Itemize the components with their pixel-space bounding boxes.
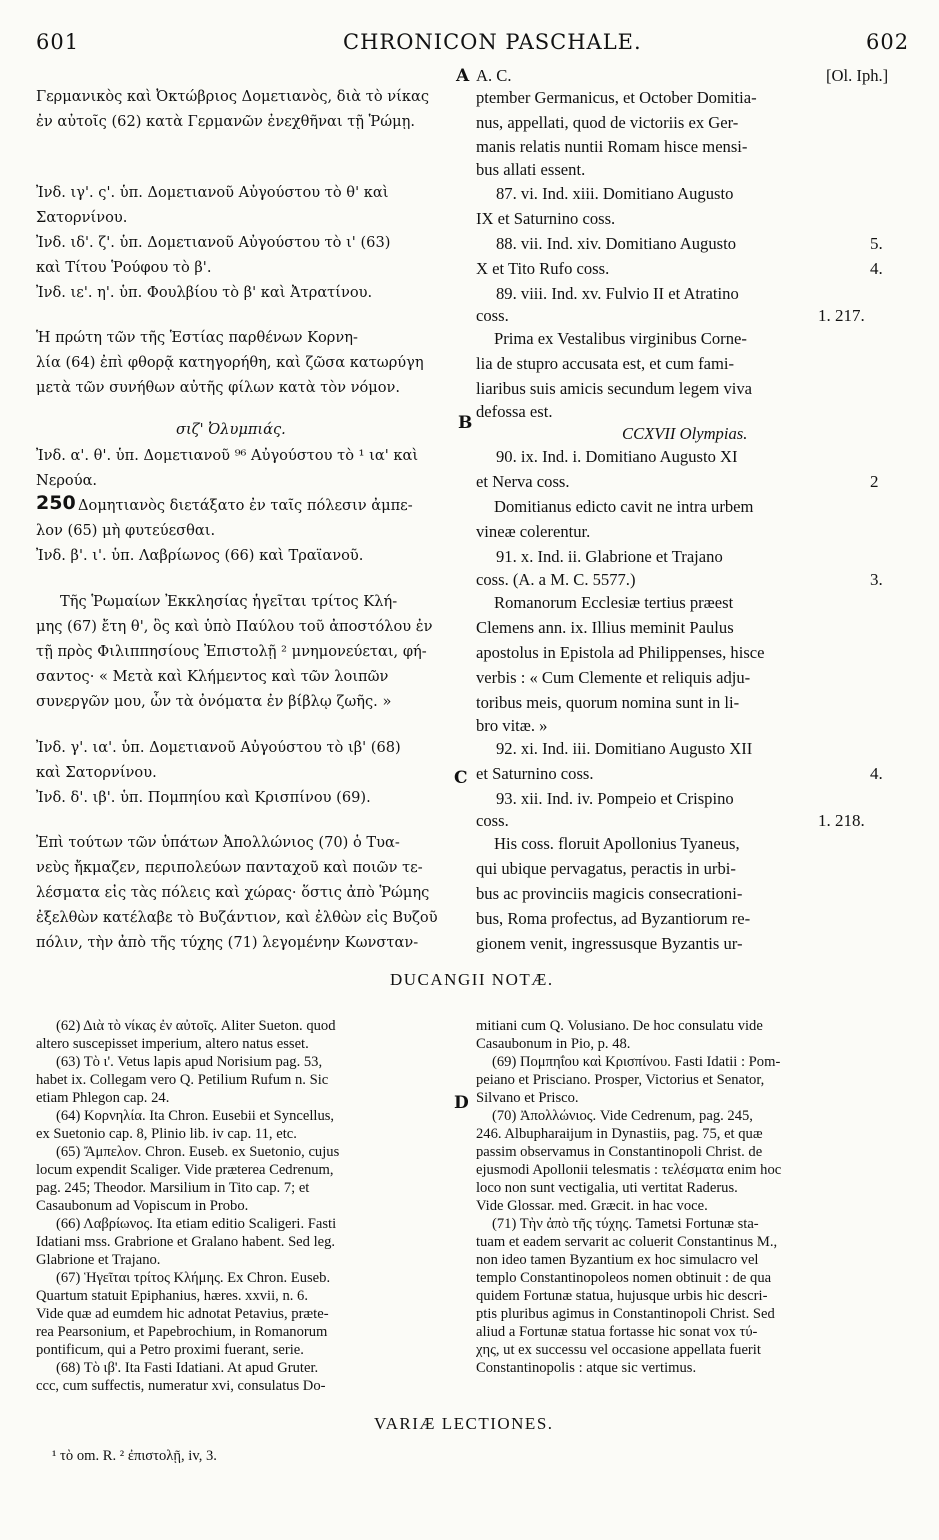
section-marker-a: A [456,66,470,86]
latin-line: bus allati essent. [476,160,586,179]
note-line: (66) Λαβρίωνος. Ita etiam editio Scaligeri. Fasti [56,1216,337,1232]
latin-line: et Nerva coss. [476,472,570,491]
greek-line: Ἰνδ. α'. θ'. ὑπ. Δομετιανοῦ ⁹⁶ Αὐγούστου τὸ ¹ ια' καὶ [36,447,419,464]
note-line: (70) Ἀπολλώνιος. Vide Cedrenum, pag. 245, [492,1108,753,1124]
note-line: passim observamus in Constantinopoli Christ. de [476,1144,763,1160]
note-line: ccc, cum suffectis, numeratur xvi, consulatus Do- [36,1378,326,1394]
note-line: etiam Phlegon cap. 24. [36,1090,170,1106]
note-line: (64) Κορνηλία. Ita Chron. Eusebii et Syncellus, [56,1108,335,1124]
note-line: peiano et Prisciano. Prosper, Victorius et Senator, [476,1072,765,1088]
latin-line: toribus meis, quorum nomina sunt in li- [476,693,740,712]
margin-number: 5. [870,234,883,253]
ac-label: A. C. [476,66,512,85]
note-line: (63) Τὸ ι'. Vetus lapis apud Norisium pag. 53, [56,1054,323,1070]
greek-line: λία (64) ἐπὶ φθορᾷ κατηγορήθη, καὶ ζῶσα κατωρύγη [36,354,424,371]
olympiad-heading-greek: σιζ' Ὀλυμπιάς. [176,421,286,438]
note-line: rea Pearsonium, et Papebrochium, in Romanorum [36,1324,328,1340]
note-line: quidem Fortunæ statua, hujusque urbis hic descri- [476,1288,768,1304]
latin-line: qui ubique pervagatus, peractis in urbi- [476,859,736,878]
note-line: tuam et eadem servarit ac coluerit Constantinus M., [476,1234,778,1250]
note-line: ex Suetonio cap. 8, Plinio lib. iv cap. 11, etc. [36,1126,297,1142]
latin-line: ptember Germanicus, et October Domitia- [476,88,757,107]
latin-line: 91. x. Ind. ii. Glabrione et Trajano [496,547,723,566]
greek-line: Ἡ πρώτη τῶν τῆς Ἑστίας παρθένων Κορνη- [36,329,358,346]
greek-line: Σατορνίνου. [36,209,128,226]
note-line: Quartum statuit Epiphanius, hæres. xxvii, n. 6. [36,1288,308,1304]
page-number-left: 601 [36,30,80,54]
greek-line: λον (65) μὴ φυτεύεσθαι. [36,522,216,539]
note-line: Vide Glossar. med. Græcit. in hac voce. [476,1198,708,1214]
note-line: (69) Πομπηΐου καὶ Κρισπίνου. Fasti Idatii : Pom- [492,1054,781,1070]
note-line: aliud a Fortunæ statua fortasse hic sonat vox τύ- [476,1324,758,1340]
section-marker-d: D [454,1093,469,1113]
greek-line: σαντος· « Μετὰ καὶ Κλήμεντος καὶ τῶν λοιπῶν [36,668,389,685]
greek-line: μετὰ τῶν συνήθων αὐτῆς φίλων κατὰ τὸν νόμον. [36,379,401,396]
latin-line: 89. viii. Ind. xv. Fulvio II et Atratino [496,284,739,303]
greek-line: Τῆς Ῥωμαίων Ἐκκλησίας ἡγεῖται τρίτος Κλή- [60,593,398,610]
greek-line: Ἰνδ. β'. ι'. ὑπ. Λαβρίωνος (66) καὶ Τραϊανοῦ. [36,547,364,564]
greek-line: Ἰνδ. ιδ'. ζ'. ὑπ. Δομετιανοῦ Αὐγούστου τὸ ι' (63) [36,234,391,251]
note-line: Idatiani mss. Grabrione et Gralano habent. Sed leg. [36,1234,336,1250]
note-line: habet ix. Collegam vero Q. Petilium Rufum n. Sic [36,1072,329,1088]
note-line: ejusmodi Apollonii telesmatis : τελέσματα enim hoc [476,1162,782,1178]
margin-number: 4. [870,764,883,783]
latin-line: bus ac provinciis magicis consecrationi- [476,884,743,903]
greek-line: Ἰνδ. γ'. ια'. ὑπ. Δομετιανοῦ Αὐγούστου τὸ ιβ' (68) [36,739,401,756]
note-line: altero suscepisset imperium, altero natus esset. [36,1036,309,1052]
note-line: templo Constantinopoleos nomen obtinuit : de qua [476,1270,772,1286]
olympiad-heading-latin: CCXVII Olympias. [622,424,748,443]
note-line: (71) Τὴν ἀπὸ τῆς τύχης. Tametsi Fortunæ sta- [492,1216,759,1232]
greek-line: Δομητιανὸς διετάξατο ἐν ταῖς πόλεσιν ἀμπε- [78,497,413,514]
latin-line: manis relatis nuntii Romam hisce mensi- [476,137,748,156]
latin-line: 88. vii. Ind. xiv. Domitiano Augusto [496,234,736,253]
section-marker-c: C [454,768,468,788]
variae-lectiones-title: VARIÆ LECTIONES. [374,1414,554,1433]
greek-line: πόλιν, τὴν ἀπὸ τῆς τύχης (71) λεγομένην Κωνσταν- [36,934,419,951]
greek-line: λέσματα εἰς τὰς πόλεις καὶ χώρας· ὅστις ἀπὸ Ῥώμης [36,884,430,901]
margin-number: 2 [870,472,879,491]
latin-line: et Saturnino coss. [476,764,594,783]
note-line: (67) Ἡγεῖται τρίτος Κλήμης. Ex Chron. Euseb. [56,1270,331,1286]
greek-line: Ἰνδ. ιγ'. ς'. ὑπ. Δομετιανοῦ Αὐγούστου τὸ θ' καὶ [36,184,389,201]
note-line: (62) Διὰ τὸ νίκας ἐν αὐτοῖς. Aliter Sueton. quod [56,1018,336,1034]
latin-line: apostolus in Epistola ad Philippenses, hisce [476,643,765,662]
latin-line: Domitianus edicto cavit ne intra urbem [494,497,754,516]
latin-line: gionem venit, ingressusque Byzantis ur- [476,934,743,953]
note-line: Casaubonum in Pio, p. 48. [476,1036,631,1052]
latin-line: Romanorum Ecclesiæ tertius præest [494,593,734,612]
note-line: Vide quæ ad eumdem hic adnotat Petavius, præte- [36,1306,329,1322]
latin-line: nus, appellati, quod de victoriis ex Ger- [476,113,739,132]
note-line: pontificum, qui a Petro proximi fuerant, serie. [36,1342,304,1358]
note-line: (65) Ἄμπελον. Chron. Euseb. ex Suetonio, cujus [56,1144,340,1160]
latin-line: vineæ colerentur. [476,522,591,541]
note-line: non ideo tamen Byzantium ex hoc simulacro vel [476,1252,759,1268]
note-line: locum expendit Scaliger. Vide præterea Cedrenum, [36,1162,334,1178]
page-title: CHRONICON PASCHALE. [343,30,642,54]
greek-line: νεὺς ἤκμαζεν, περιπολεύων πανταχοῦ καὶ ποιῶν τε- [36,859,423,876]
latin-line: bus, Roma profectus, ad Byzantiorum re- [476,909,751,928]
marginal-number-250: 250 [36,492,76,514]
note-line: mitiani cum Q. Volusiano. De hoc consulatu vide [476,1018,763,1034]
note-line: Constantinopolis : atque sic vertimus. [476,1360,697,1376]
note-line: Silvano et Prisco. [476,1090,579,1106]
latin-line: 87. vi. Ind. xiii. Domitiano Augusto [496,184,734,203]
latin-line: liaribus suis amicis secundum legem viva [476,379,753,398]
latin-line: X et Tito Rufo coss. [476,259,610,278]
note-line: Glabrione et Trajano. [36,1252,161,1268]
ducange-notes-title: DUCANGII NOTÆ. [390,970,554,989]
greek-line: μης (67) ἔτη θ', ὃς καὶ ὑπὸ Παύλου τοῦ ἀποστόλου ἐν [36,618,433,635]
note-line: Casaubonum ad Vopiscum in Probo. [36,1198,249,1214]
note-line: 246. Albupharaijum in Dynastiis, pag. 75, et quæ [476,1126,763,1142]
latin-line: defossa est. [476,402,553,421]
note-line: loco non sunt vectigalia, uti vertitat Raderus. [476,1180,738,1196]
note-line: χης, ut ex successu vel occasione appellata fuerit [476,1342,761,1358]
note-line: pag. 245; Theodor. Marsilium in Tito cap. 7; et [36,1180,310,1196]
latin-line: IX et Saturnino coss. [476,209,616,228]
latin-line: Clemens ann. ix. Illius meminit Paulus [476,618,734,637]
margin-number: 3. [870,570,883,589]
section-marker-b: B [458,413,473,433]
latin-line: His coss. floruit Apollonius Tyaneus, [494,834,740,853]
latin-line: 93. xii. Ind. iv. Pompeio et Crispino [496,789,734,808]
latin-line: Prima ex Vestalibus virginibus Corne- [494,329,747,348]
note-line: ptis pluribus agimus in Constantinopoli Christ. Sed [476,1306,775,1322]
greek-line: συνεργῶν μου, ὧν τὰ ὀνόματα ἐν βίβλῳ ζωῆς. » [36,693,392,710]
greek-line: ἐξελθὼν κατέλαβε τὸ Βυζάντιον, καὶ ἐλθὼν εἰς Βυζοῦ [36,909,438,926]
latin-line: coss. (A. a M. C. 5577.) [476,570,636,589]
greek-line: καὶ Τίτου Ῥούφου τὸ β'. [36,259,212,276]
greek-line: ἐν αὐτοῖς (62) κατὰ Γερμανῶν ἐνεχθῆναι τῇ Ῥώμῃ. [36,113,415,130]
latin-line: verbis : « Cum Clemente et reliquis adju- [476,668,751,687]
olympiad-label: [Ol. Iph.] [826,66,889,85]
latin-line: 92. xi. Ind. iii. Domitiano Augusto XII [496,739,753,758]
latin-line: bro vitæ. » [476,716,548,735]
latin-line: lia de stupro accusata est, et cum fami- [476,354,735,373]
variae-lectiones-text: ¹ τὸ om. R. ² ἐπιστολῇ, iv, 3. [52,1448,217,1464]
margin-number: 1. 217. [818,306,865,325]
margin-number: 1. 218. [818,811,865,830]
latin-line: coss. [476,811,509,830]
greek-line: καὶ Σατορνίνου. [36,764,157,781]
page-number-right: 602 [866,30,910,54]
latin-line: 90. ix. Ind. i. Domitiano Augusto XI [496,447,738,466]
latin-line: coss. [476,306,509,325]
greek-line: Γερμανικὸς καὶ Ὀκτώβριος Δομετιανὸς, διὰ τὸ νίκας [36,88,430,105]
margin-number: 4. [870,259,883,278]
note-line: (68) Τὸ ιβ'. Ita Fasti Idatiani. At apud Gruter. [56,1360,319,1376]
greek-line: Ἐπὶ τούτων τῶν ὑπάτων Ἀπολλώνιος (70) ὁ Τυα- [36,834,400,851]
greek-line: Ἰνδ. δ'. ιβ'. ὑπ. Πομπηίου καὶ Κρισπίνου (69). [36,789,371,806]
greek-line: τῇ πρὸς Φιλιππησίους Ἐπιστολῇ ² μνημονεύεται, φή- [36,643,427,660]
greek-line: Ἰνδ. ιε'. η'. ὑπ. Φουλβίου τὸ β' καὶ Ἀτρατίνου. [36,284,373,301]
greek-line: Νερούα. [36,472,98,489]
